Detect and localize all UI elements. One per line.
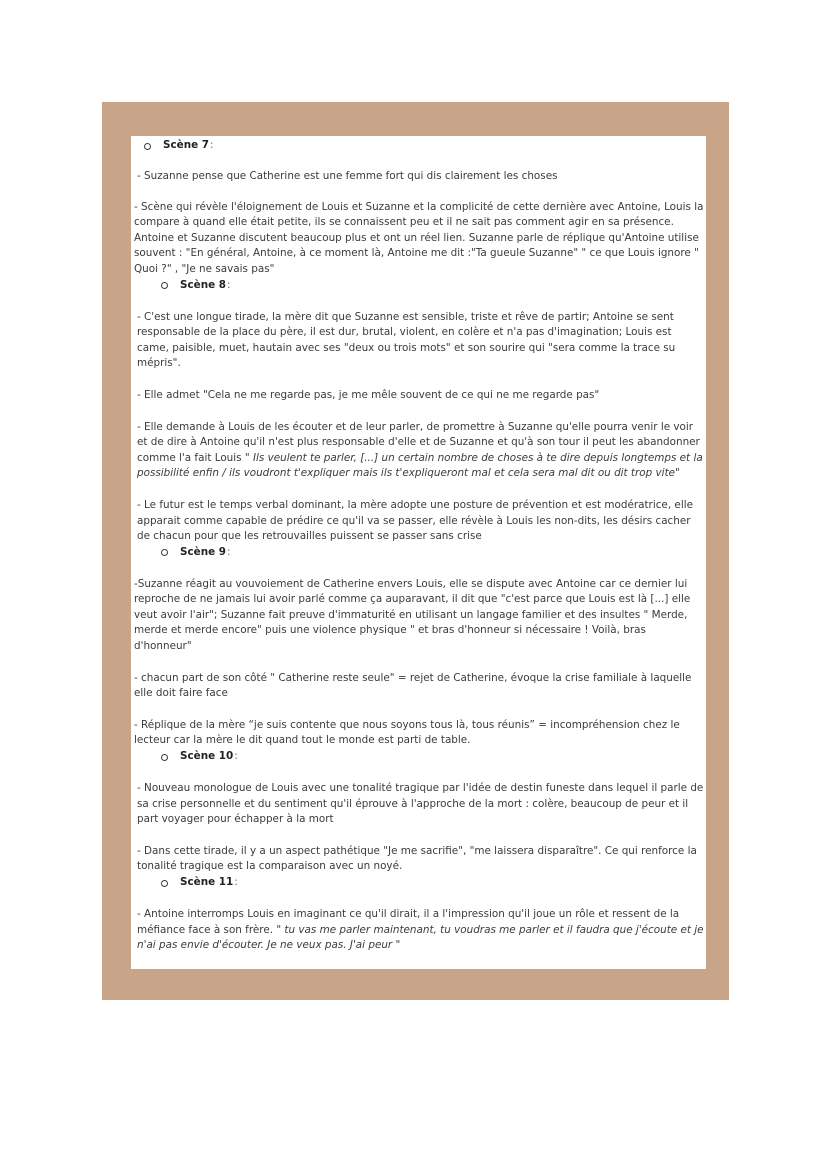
- paragraph-text: - Réplique de la mère “je suis contente que nous soyons tous là, tous réunis” = incompréhension chez le lecteur car la mère le dit quand tout le monde est parti de table.: [134, 718, 680, 747]
- scene-title: Scène 10: [180, 750, 234, 763]
- paragraph-text: - chacun part de son côté " Catherine reste seule" = rejet de Catherine, évoque la crise familiale à laquelle elle doit faire face: [134, 671, 692, 700]
- paragraph-text: ": [675, 467, 680, 480]
- paragraph: [134, 671, 706, 702]
- paragraph: [134, 718, 706, 749]
- paragraph-text: ": [392, 939, 401, 952]
- paragraph: [134, 498, 706, 545]
- circle-bullet-icon: [161, 880, 168, 887]
- scene-colon: :: [234, 876, 238, 889]
- paragraph: [134, 388, 706, 404]
- paragraph: [134, 781, 706, 828]
- paragraph-text: - Le futur est le temps verbal dominant, la mère adopte une posture de prévention et est modératrice, elle apparait comme capable de prédire ce qu'il va se passer, elle révèle à Louis les non-dits, les désirs cacher de chacun pour que les retrouvailles puissent se passer sans crise: [137, 498, 693, 543]
- scene-title: Scène 9: [180, 545, 226, 558]
- paragraph: [134, 844, 706, 875]
- paragraph: [134, 577, 706, 655]
- paragraph-text: - Elle demande à Louis de les écouter et de leur parler, de promettre à Suzanne qu'elle pourra venir le voir et de dire à Antoine qu'il n'est plus responsable d'elle et de Suzanne et qu'à son tour il peut les abandonner comme l'a fait Louis ": [137, 420, 700, 464]
- scene-colon: :: [226, 278, 231, 291]
- scene-heading: [144, 138, 706, 154]
- paragraph-text: - Scène qui révèle l'éloignement de Louis et Suzanne et la complicité de cette dernière avec Antoine, Louis la compare à quand elle était petite, ils se connaissent peu et il ne sait pas comment agir en sa présence. Antoine et Suzanne discutent beaucoup plus et ont un réel lien. Suzanne parle de réplique qu'Antoine utilise souvent : "En général, Antoine, à ce moment là, Antoine me dit :"Ta gueule Suzanne" " ce que Louis ignore " Quoi ?" , "Je ne savais pas": [134, 200, 704, 275]
- scene-heading: [161, 545, 706, 561]
- paragraph-text: -Suzanne réagit au vouvoiement de Catherine envers Louis, elle se dispute avec Antoine car ce dernier lui reproche de ne jamais lui avoir parlé comme ça auparavant, il dit que "c'est parce que Louis est là [...] elle veut avoir l'air"; Suzanne fait preuve d'immaturité en utilisant un langage familier et des insultes " Merde, merde et merde encore" puis une violence physique " et bras d'honneur si nécessaire ! Voilà, bras d'honneur": [134, 577, 691, 653]
- document-content: [134, 138, 706, 954]
- paragraph-text: - Dans cette tirade, il y a un aspect pathétique "Je me sacrifie", "me laissera disparaître". Ce qui renforce la tonalité tragique est la comparaison avec un noyé.: [137, 844, 697, 873]
- paragraph: [134, 200, 706, 278]
- circle-bullet-icon: [161, 282, 168, 289]
- paragraph-text: - Elle admet "Cela ne me regarde pas, je me mêle souvent de ce qui ne me regarde pas": [137, 388, 600, 401]
- paragraph: [134, 420, 706, 482]
- circle-bullet-icon: [161, 754, 168, 761]
- quote-italic: tu vas me parler maintenant, tu voudras me parler et il faudra que j'écoute et je n'ai pas envie d'écouter. Je ne veux pas. J'ai peur: [137, 923, 704, 952]
- circle-bullet-icon: [144, 143, 151, 150]
- scene-title: Scène 7: [163, 139, 209, 152]
- circle-bullet-icon: [161, 549, 168, 556]
- scene-title: Scène 11: [180, 876, 234, 889]
- paragraph: [134, 169, 706, 185]
- scene-colon: :: [226, 545, 231, 558]
- scene-heading: [161, 875, 706, 891]
- scene-heading: [161, 749, 706, 765]
- paragraph-text: - Suzanne pense que Catherine est une femme fort qui dis clairement les choses: [137, 170, 558, 182]
- scene-title: Scène 8: [180, 278, 226, 291]
- quote-italic: Ils veulent te parler, [...] un certain nombre de choses à te dire depuis longtemps et la possibilité enfin / ils voudront t'expliquer mais ils t'expliqueront mal et cela sera mal dit ou dit trop vite: [137, 451, 703, 480]
- paragraph: [134, 310, 706, 372]
- scene-colon: :: [209, 139, 214, 152]
- paragraph-text: - Antoine interromps Louis en imaginant ce qu'il dirait, il a l'impression qu'il joue un rôle et ressent de la méfiance face à son frère. ": [137, 908, 680, 936]
- paragraph: [134, 907, 706, 954]
- scene-heading: [161, 278, 706, 294]
- scene-colon: :: [234, 750, 238, 763]
- paragraph-text: - C'est une longue tirade, la mère dit que Suzanne est sensible, triste et rêve de partir; Antoine se sent responsable de la place du père, il est dur, brutal, violent, en colère et n'a pas d'imagination; Louis est came, paisible, muet, hautain avec ses "deux ou trois mots" et son sourire qui "sera comme la trace su mépris".: [137, 310, 676, 370]
- paragraph-text: - Nouveau monologue de Louis avec une tonalité tragique par l'idée de destin funeste dans lequel il parle de sa crise personnelle et du sentiment qu'il éprouve à l'approche de la mort : colère, beaucoup de peur et il part voyager pour échapper à la mort: [137, 782, 704, 826]
